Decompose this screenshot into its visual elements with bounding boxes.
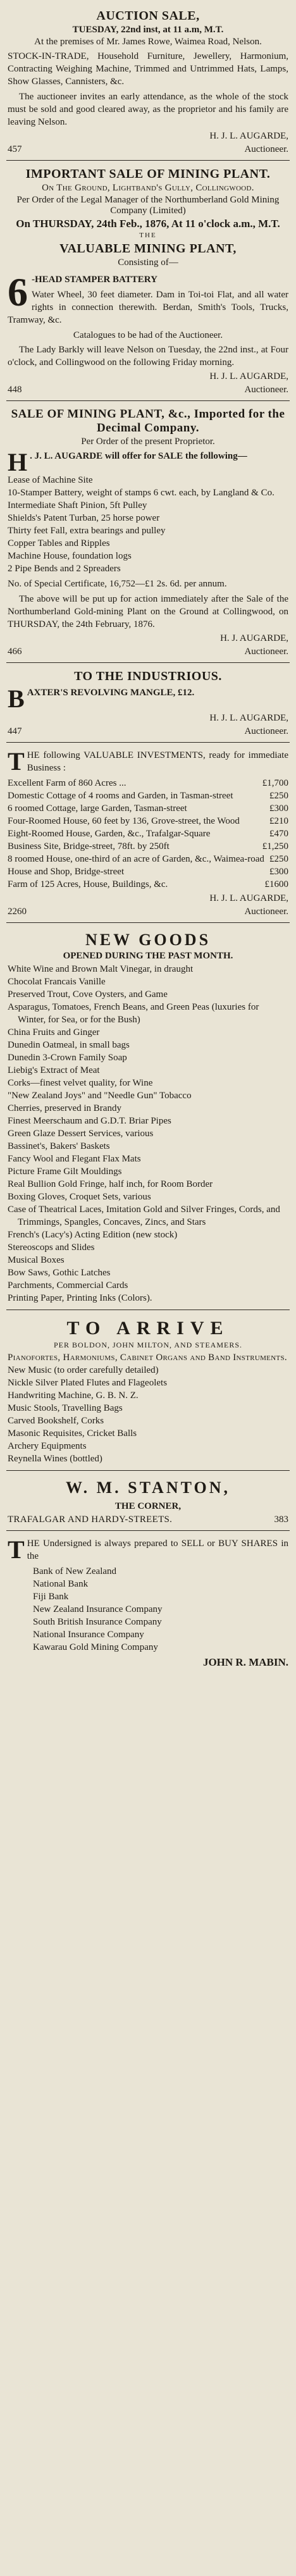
list-item: Intermediate Shaft Pinion, 5ft Pulley	[8, 500, 147, 511]
price-item: Business Site, Bridge-street, 78ft. by 250ft	[8, 841, 170, 851]
ad-signer: H. J. L. AUGARDE,	[209, 713, 288, 723]
ad-plant-heading: VALUABLE MINING PLANT,	[59, 242, 237, 256]
price-value: £470	[269, 829, 288, 839]
ad-per: PER BOLDON, JOHN MILTON, AND STEAMERS.	[53, 1341, 243, 1349]
list-item: Green Glaze Dessert Services, various	[8, 1129, 154, 1139]
new-goods-ad	[6, 923, 290, 1310]
ad-title: SALE OF MINING PLANT, &c., Imported for the Decimal Company.	[11, 407, 285, 435]
list-item: Boxing Gloves, Croquet Sets, various	[8, 1192, 151, 1202]
ad-date: On THURSDAY, 24th Feb., 1876, At 11 o'clock a.m., M.T.	[16, 218, 280, 230]
list-item: Bow Saws, Gothic Latches	[8, 1268, 111, 1278]
price-value: £300	[269, 867, 288, 877]
list-item: Fiji Bank	[33, 1592, 69, 1602]
price-item: Four-Roomed House, 60 feet by 136, Grove-street, the Wood	[8, 816, 240, 826]
drop-cap: T	[8, 747, 25, 776]
list-item: Case of Theatrical Laces, Imitation Gold and Silver Fringes, Cords, and Trimmings, Spangles, Concaves, Zincs, and Stars	[8, 1204, 280, 1227]
list-item: Printing Paper, Printing Inks (Colors).	[8, 1293, 152, 1303]
ad-signer: H. J. L. AUGARDE,	[209, 371, 288, 381]
ad-role: Auctioneer.	[244, 907, 288, 917]
list-item: Cherries, preserved in Brandy	[8, 1103, 121, 1113]
price-item: Domestic Cottage of 4 rooms and Garden, in Tasman-street	[8, 791, 233, 801]
investments-ad	[6, 743, 290, 923]
ad-role: Auctioneer.	[244, 726, 288, 736]
list-item: South British Insurance Company	[33, 1617, 162, 1627]
to-arrive-ad	[6, 1310, 290, 1471]
list-item: Lease of Machine Site	[8, 475, 93, 485]
merchant-name: W. M. STANTON,	[66, 1478, 230, 1497]
list-item: National Bank	[33, 1579, 89, 1589]
newspaper-column	[6, 0, 290, 1674]
ad-order: Per Order of the Legal Manager of the Northumberland Gold Mining Company (Limited)	[16, 195, 280, 216]
ad-title: IMPORTANT SALE OF MINING PLANT.	[25, 167, 271, 181]
goods-list	[8, 963, 288, 1304]
price-value: £1600	[264, 879, 288, 889]
ad-number: 457	[8, 144, 22, 154]
list-item: "New Zealand Joys" and "Needle Gun" Tobacco	[8, 1091, 192, 1101]
ad-item-list	[8, 474, 288, 575]
shares-ad	[6, 1531, 290, 1674]
list-item: Carved Bookshelf, Corks	[8, 1416, 104, 1426]
list-item: Archery Equipments	[8, 1441, 87, 1451]
ad-signer: H. J. L. AUGARDE,	[209, 131, 288, 141]
ad-role: Auctioneer.	[244, 144, 288, 154]
list-item: Finest Meerschaum and G.D.T. Briar Pipes	[8, 1116, 171, 1126]
ad-battery: -HEAD STAMPER BATTERY	[32, 275, 157, 285]
list-item: National Insurance Company	[33, 1630, 144, 1640]
list-item: China Fruits and Ginger	[8, 1027, 100, 1037]
drop-cap: H	[8, 448, 28, 476]
ad-subheading: OPENED DURING THE PAST MONTH.	[63, 951, 233, 961]
list-item: Stereoscops and Slides	[8, 1242, 95, 1253]
ad-number: 466	[8, 647, 22, 657]
ad-headline: NEW GOODS	[85, 931, 211, 949]
ad-line: AXTER'S REVOLVING MANGLE, £12.	[27, 688, 195, 698]
list-item: Shields's Patent Turban, 25 horse power	[8, 513, 160, 523]
ad-the: THE	[139, 232, 157, 239]
ad-number: 448	[8, 385, 22, 395]
list-item: Corks—finest velvet quality, for Wine	[8, 1078, 153, 1088]
ad-role: Auctioneer.	[244, 385, 288, 395]
shares-list	[8, 1565, 288, 1654]
ad-title: AUCTION SALE,	[96, 9, 200, 23]
list-item: Nickle Silver Plated Flutes and Flageolets	[8, 1378, 168, 1388]
list-item: Bassinet's, Bakers' Baskets	[8, 1141, 110, 1151]
ad-number: 2260	[8, 907, 27, 917]
price-row	[8, 790, 288, 802]
list-item: Musical Boxes	[8, 1255, 65, 1265]
price-value: £300	[269, 803, 288, 814]
ad-signer: JOHN R. MABIN.	[202, 1656, 288, 1668]
ad-steamer-note: The Lady Barkly will leave Nelson on Tuesday, the 22nd inst., at Four o'clock, and Collingwood on the following Friday morning.	[8, 345, 288, 368]
price-row	[8, 865, 288, 878]
list-item: Bank of New Zealand	[33, 1566, 117, 1576]
list-item: Fancy Wool and Flegant Flax Mats	[8, 1154, 141, 1164]
list-item: Pianofortes, Harmoniums, Cabinet Organs and Band Instruments.	[8, 1353, 287, 1363]
ad-title: TO THE INDUSTRIOUS.	[74, 669, 222, 683]
decimal-company-sale-ad	[6, 401, 290, 663]
list-item: Asparagus, Tomatoes, French Beans, and Green Peas (luxuries for Winter, for Sea, or for the Bush)	[8, 1002, 259, 1025]
list-item: Machine House, foundation logs	[8, 551, 132, 561]
drop-cap: B	[8, 684, 25, 713]
list-item: Preserved Trout, Cove Oysters, and Game	[8, 989, 168, 1000]
list-item: Dunedin 3-Crown Family Soap	[8, 1053, 127, 1063]
ad-headline: TO ARRIVE	[66, 1318, 230, 1339]
price-row	[8, 878, 288, 891]
price-row	[8, 815, 288, 827]
ad-note: The above will be put up for action immediately after the Sale of the Northumberland Gold-mining Plant on the Ground at Collingwood, on THURSDAY, the 24th February, 1876.	[8, 594, 288, 629]
price-row	[8, 827, 288, 840]
list-item: New Zealand Insurance Company	[33, 1604, 163, 1614]
list-item: 2 Pipe Bends and 2 Spreaders	[8, 564, 121, 574]
ad-intro: HE Undersigned is always prepared to SELL or BUY SHARES in the	[27, 1539, 288, 1561]
list-item: Masonic Requisites, Cricket Balls	[8, 1428, 137, 1439]
price-item: Excellent Farm of 860 Acres ...	[8, 778, 126, 788]
ad-order: Per Order of the present Proprietor.	[81, 437, 215, 447]
list-item: French's (Lacy's) Acting Edition (new stock)	[8, 1230, 178, 1240]
list-item: Handwriting Machine, G. B. N. Z.	[8, 1390, 139, 1401]
ad-items: Water Wheel, 30 feet diameter. Dam in Toi-toi Flat, and all water rights in connection therewith. Berdan, Smith's Tools, Trucks, Tramway, &c.	[8, 290, 288, 325]
ad-role: Auctioneer.	[244, 647, 288, 657]
ad-signer: H. J. L. AUGARDE,	[209, 893, 288, 903]
price-item: 8 roomed House, one-third of an acre of Garden, &c., Waimea-road	[8, 854, 264, 864]
list-item: Reynella Wines (bottled)	[8, 1454, 102, 1464]
ad-body-2: The auctioneer invites an early attendance, as the whole of the stock must be sold and good cleared away, as the proprietor and his family are leaving Nelson.	[8, 92, 288, 127]
list-item: Picture Frame Gilt Mouldings	[8, 1167, 122, 1177]
auction-sale-ad	[6, 3, 290, 161]
list-item: Parchments, Commercial Cards	[8, 1280, 128, 1291]
list-item: 10-Stamper Battery, weight of stamps 6 cwt. each, by Langland & Co.	[8, 488, 274, 498]
list-item: Thirty feet Fall, extra bearings and pulley	[8, 526, 166, 536]
ad-signer: H. J. AUGARDE,	[220, 633, 288, 643]
list-item: Dunedin Oatmeal, in small bags	[8, 1040, 130, 1050]
ad-consisting: Consisting of—	[118, 257, 178, 268]
price-row	[8, 802, 288, 815]
drop-cap: 6	[8, 269, 28, 314]
ad-catalogues: Catalogues to be had of the Auctioneer.	[73, 330, 223, 340]
price-value: £250	[269, 854, 288, 864]
stanton-ad	[6, 1471, 290, 1531]
list-item: Kawarau Gold Mining Company	[33, 1642, 158, 1652]
price-value: £1,700	[262, 778, 288, 788]
mangle-ad	[6, 663, 290, 743]
ad-body: STOCK-IN-TRADE, Household Furniture, Jewellery, Harmonium, Contracting Weighing Machine, Trimmed and Untrimmed Hats, Lamps, Show Glasses, Cannisters, &c.	[8, 51, 288, 87]
price-item: Eight-Roomed House, Garden, &c., Trafalgar-Square	[8, 829, 211, 839]
ad-location: At the premises of Mr. James Rowe, Waimea Road, Nelson.	[34, 37, 262, 47]
arrivals-list	[8, 1351, 288, 1465]
price-value: £250	[269, 791, 288, 801]
list-item: New Music (to order carefully detailed)	[8, 1365, 159, 1375]
price-value: £210	[269, 816, 288, 826]
price-item: House and Shop, Bridge-street	[8, 867, 125, 877]
ad-location: On The Ground, Lightband's Gully, Collingwood.	[42, 183, 254, 193]
price-row	[8, 777, 288, 790]
price-item: 6 roomed Cottage, large Garden, Tasman-street	[8, 803, 187, 814]
price-row	[8, 853, 288, 865]
ad-number: 447	[8, 726, 22, 736]
investment-list	[8, 777, 288, 891]
ad-number: 383	[274, 1514, 288, 1525]
list-item: Music Stools, Travelling Bags	[8, 1403, 123, 1413]
list-item: White Wine and Brown Malt Vinegar, in draught	[8, 964, 194, 974]
ad-certificate: No. of Special Certificate, 16,752—£1 2s. 6d. per annum.	[8, 579, 227, 589]
ad-address: TRAFALGAR AND HARDY-STREETS.	[8, 1514, 173, 1525]
drop-cap: T	[8, 1535, 25, 1564]
ad-intro: . J. L. AUGARDE will offer for SALE the following—	[30, 451, 247, 461]
price-row	[8, 840, 288, 853]
price-value: £1,250	[262, 841, 288, 851]
ad-intro: HE following VALUABLE INVESTMENTS, ready for immediate Business :	[27, 750, 288, 773]
list-item: Liebig's Extract of Meat	[8, 1065, 100, 1075]
mining-plant-sale-ad	[6, 161, 290, 401]
price-item: Farm of 125 Acres, House, Buildings, &c.	[8, 879, 168, 889]
list-item: Chocolat Francais Vanille	[8, 977, 106, 987]
list-item: Copper Tables and Ripples	[8, 538, 110, 548]
list-item: Real Bullion Gold Fringe, half inch, for Room Border	[8, 1179, 213, 1189]
ad-date: TUESDAY, 22nd inst, at 11 a.m, M.T.	[72, 25, 224, 35]
ad-corner: THE CORNER,	[114, 1501, 182, 1511]
